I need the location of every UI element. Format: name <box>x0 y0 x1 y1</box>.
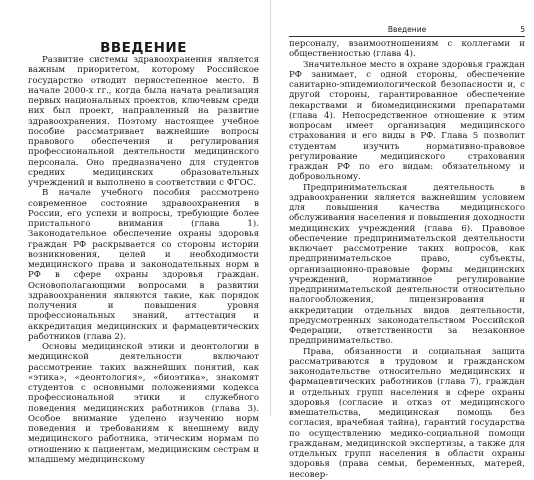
page-title: ВВЕДЕНИЕ <box>100 40 187 56</box>
paragraph: Значительное место в охране здоровья граждан РФ занимает, с одной стороны, обеспечение санитарно-эпидемиологической безопасности и, с другой стороны, гарантированное обеспечение лекарствами и биомедицинскими препаратами (глава 4). Непосредственное отношение к этим вопросам имеет организация медицинского страхования и его виды в РФ. Глава 5 позволит студентам изучить нормативно-правовое регулирование медицинского страхования граждан РФ по его видам: обязательному и добровольному. <box>289 59 525 183</box>
paragraph: Предпринимательская деятельность в здравоохранении является важнейшим условием для повышения качества медицинского обслуживания населения и повышения доходности медицинских учреждений (глава 6). Правовое обеспечение предпринимательской деятельности включает рассмотрение таких вопросов, как предпринимательское право, субъекты, организационно-правовые формы медицинских учреждений, нормативное регулирование предпринимательской деятельности относительно налогообложения, лицензирования и аккредитации отдельных видов деятельности, предусмотренных законодательством Российской Федерации, ответственности за незаконное предпринимательство. <box>289 182 525 347</box>
paragraph: Права, обязанности и социальная защита рассматриваются в трудовом и гражданском законодательстве относительно медицинских и фармацевтических работников (глава 7), граждан и отдельных групп населения в сфере охраны здоровья (согласие и отказ от медицинского вмешательства, медицинская помощь без согласия, врачебная тайна), гарантий государства по осуществлению медико-социальной помощи гражданам, медицинской экспертизы, а также для отдельных групп населения в области охраны здоровья (права семьи, беременных, матерей, несовер- <box>289 346 525 480</box>
paragraph: В начале учебного пособия рассмотрено современное состояние здравоохранения в России, его успехи и вопросы, требующие более пристального внимания (глава 1). Законодательное обеспечение охраны здоровья граждан РФ раскрывается со стороны истории возникновения, целей и необходимости медицинского права и законодательных норм в РФ в сфере охраны здоровья граждан. Основополагающими вопросами в развитии здравоохранения являются такие, как порядок получения и повышения уровня профессиональных знаний, аттестация и аккредитация медицинских и фармацевтических работников (глава 2). <box>28 188 259 342</box>
running-head-title: Введение <box>387 25 427 34</box>
page-number: 5 <box>520 25 525 34</box>
left-page-body <box>28 55 259 465</box>
right-page-body <box>289 39 525 480</box>
paragraph: Основы медицинской этики и деонтологии в медицинской деятельности включают рассмотрение таких важнейших понятий, как «этика», «деонтология», «биоэтика», знакомят студентов с основными положениями кодекса профессиональной этики и служебного поведения медицинских работников (глава 3). Особое внимание уделено изучению норм поведения и требованиям к внешнему виду медицинского работника, этическим нормам по отношению к пациентам, медицинским сестрам и младшему медицинскому <box>28 342 259 465</box>
running-head <box>289 25 525 37</box>
right-page <box>270 0 534 480</box>
paragraph-continuation: персоналу, взаимоотношениям с коллегами и общественностью (глава 4). <box>289 39 525 60</box>
paragraph: Развитие системы здравоохранения является важным приоритетом, которому Российское государство отводит первостепенное место. В начале 2000-х гг., когда была начата реализация первых национальных проектов, ключевым среди них был проект, направленный на развитие здравоохранения. Поэтому настоящее учебное пособие рассматривает важнейшие вопросы правового обеспечения и регулирования профессиональной деятельности медицинского персонала. Оно предназначено для студентов средних медицинских образовательных учреждений и выполнено в соответствии с ФГОС. <box>28 55 259 188</box>
left-page <box>0 0 266 465</box>
